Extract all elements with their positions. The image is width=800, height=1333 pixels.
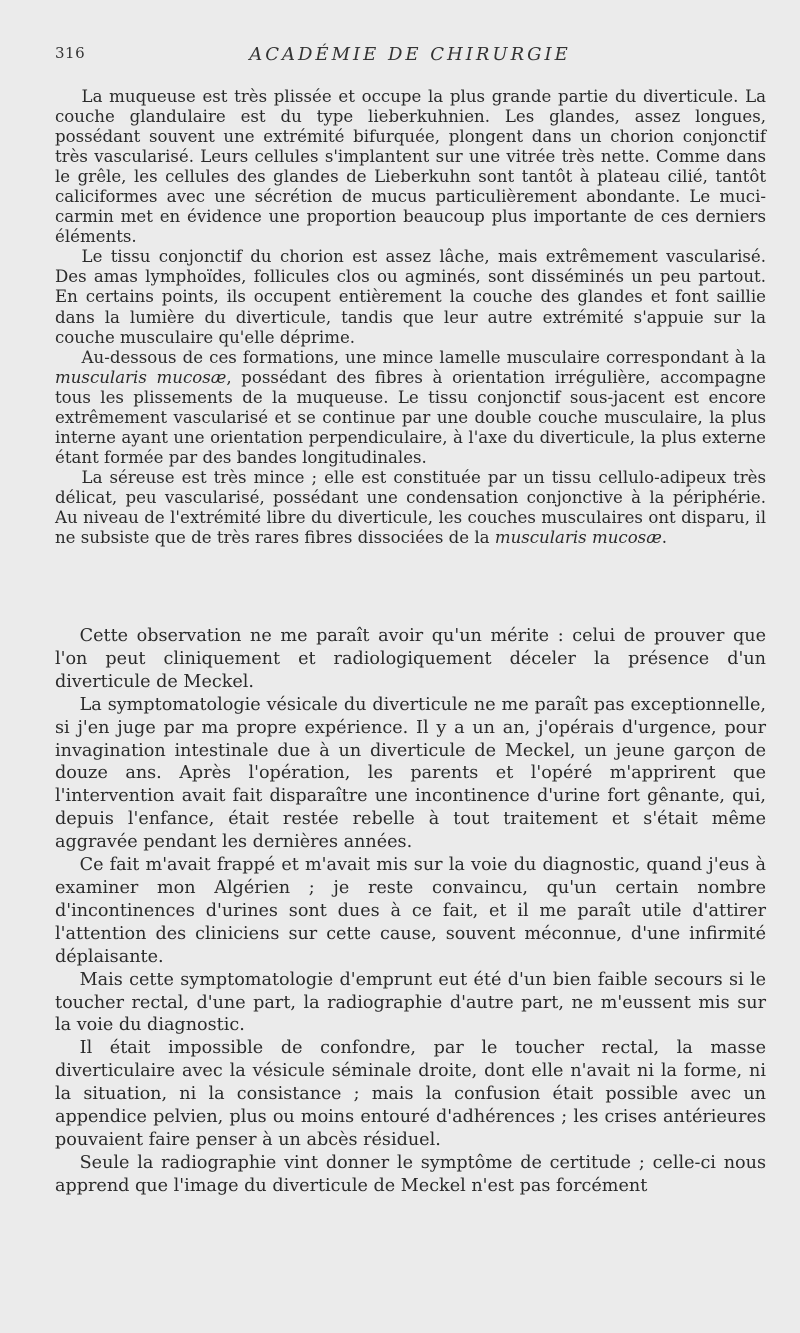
page-header <box>55 44 765 68</box>
text-run: Au-dessous de ces formations, une mince lamelle musculaire correspondant à la <box>81 347 766 367</box>
paragraph: Cette observation ne me paraît avoir qu'un mérite : celui de prouver que l'on peut cliniquement et radiologiquement déceler la présence d'un diverticule de Meckel. <box>55 626 766 692</box>
page-number: 316 <box>55 44 86 62</box>
paragraph: Le tissu conjonctif du chorion est assez lâche, mais extrêmement vascularisé. Des amas lymphoïdes, follicules clos ou agminés, sont disséminés un peu partout. En certains points, ils occupent entièrement la couche des glandes et font saillie dans la lumière du diverticule, tandis que leur autre extrémité s'appuie sur la couche musculaire qu'elle déprime. <box>55 247 766 347</box>
paragraph: La muqueuse est très plissée et occupe la plus grande partie du diverticule. La couche glandulaire est du type lieberkuhnien. Les glandes, assez longues, possédant souvent une extrémité bifurquée, plongent dans un chorion conjonctif très vascularisé. Leurs cellules s'implantent sur une vitrée très nette. Comme dans le grêle, les cellules des glandes de Lieberkuhn sont tantôt à plateau cilié, tantôt caliciformes avec une sécrétion de mucus particulièrement abondante. Le muci-carmin met en évidence une proportion beaucoup plus importante de ces derniers éléments. <box>55 87 766 247</box>
paragraph <box>55 348 766 468</box>
histology-section <box>55 87 766 548</box>
paragraph: Mais cette symptomatologie d'emprunt eut été d'un bien faible secours si le toucher rectal, d'une part, la radiographie d'autre part, ne m'eussent mis sur la voie du diagnostic. <box>55 969 766 1036</box>
text-run: , possédant des fibres à orientation irrégulière, accompagne tous les plissements de la muqueuse. Le tissu conjonctif sous-jacent est encore extrêmement vascularisé et se continue par une double couche musculaire, la plus interne ayant une orientation perpendiculaire, à l'axe du diverticule, la plus externe étant formée par des bandes longitudinales. <box>55 367 766 467</box>
discussion-section <box>55 625 766 1198</box>
paragraph: Il était impossible de confondre, par le toucher rectal, la masse diverticulaire avec la vésicule séminale droite, dont elle n'avait ni la forme, ni la situation, ni la consistance ; mais la confusion était possible avec un appendice pelvien, plus ou moins entouré d'adhérences ; les crises antérieures pouvaient faire penser à un abcès résiduel. <box>55 1038 766 1150</box>
running-title: ACADÉMIE DE CHIRURGIE <box>249 44 571 65</box>
paragraph: Seule la radiographie vint donner le symptôme de certitude ; celle-ci nous apprend que l'image du diverticule de Meckel n'est pas forcément <box>55 1152 766 1196</box>
text-run: La séreuse est très mince ; elle est constituée par un tissu cellulo-adipeux très délicat, peu vascularisé, possédant une condensation conjonctive à la périphérie. Au niveau de l'extrémité libre du diverticule, les couches musculaires ont disparu, il ne subsiste que de très rares fibres dissociées de la <box>55 467 766 548</box>
italic-term: muscularis mucosæ <box>494 528 662 548</box>
paragraph <box>55 468 766 548</box>
paragraph: Ce fait m'avait frappé et m'avait mis sur la voie du diagnostic, quand j'eus à examiner mon Algérien ; je reste convaincu, qu'un certain nombre d'incontinences d'urines sont dues à ce fait, et il me paraît utile d'attirer l'attention des cliniciens sur cette cause, souvent méconnue, d'une infirmité déplaisante. <box>55 855 766 967</box>
paragraph: La symptomatologie vésicale du diverticule ne me paraît pas exceptionnelle, si j'en juge par ma propre expérience. Il y a un an, j'opérais d'urgence, pour invagination intestinale due à un diverticule de Meckel, un jeune garçon de douze ans. Après l'opération, les parents et l'opéré m'apprirent que l'intervention avait fait disparaître une incontinence d'urine fort gênante, qui, depuis l'enfance, était restée rebelle à tout traitement et s'était même aggravée pendant les dernières années. <box>55 694 766 853</box>
italic-term: muscularis mucosæ <box>55 367 227 387</box>
text-run: . <box>661 528 668 548</box>
